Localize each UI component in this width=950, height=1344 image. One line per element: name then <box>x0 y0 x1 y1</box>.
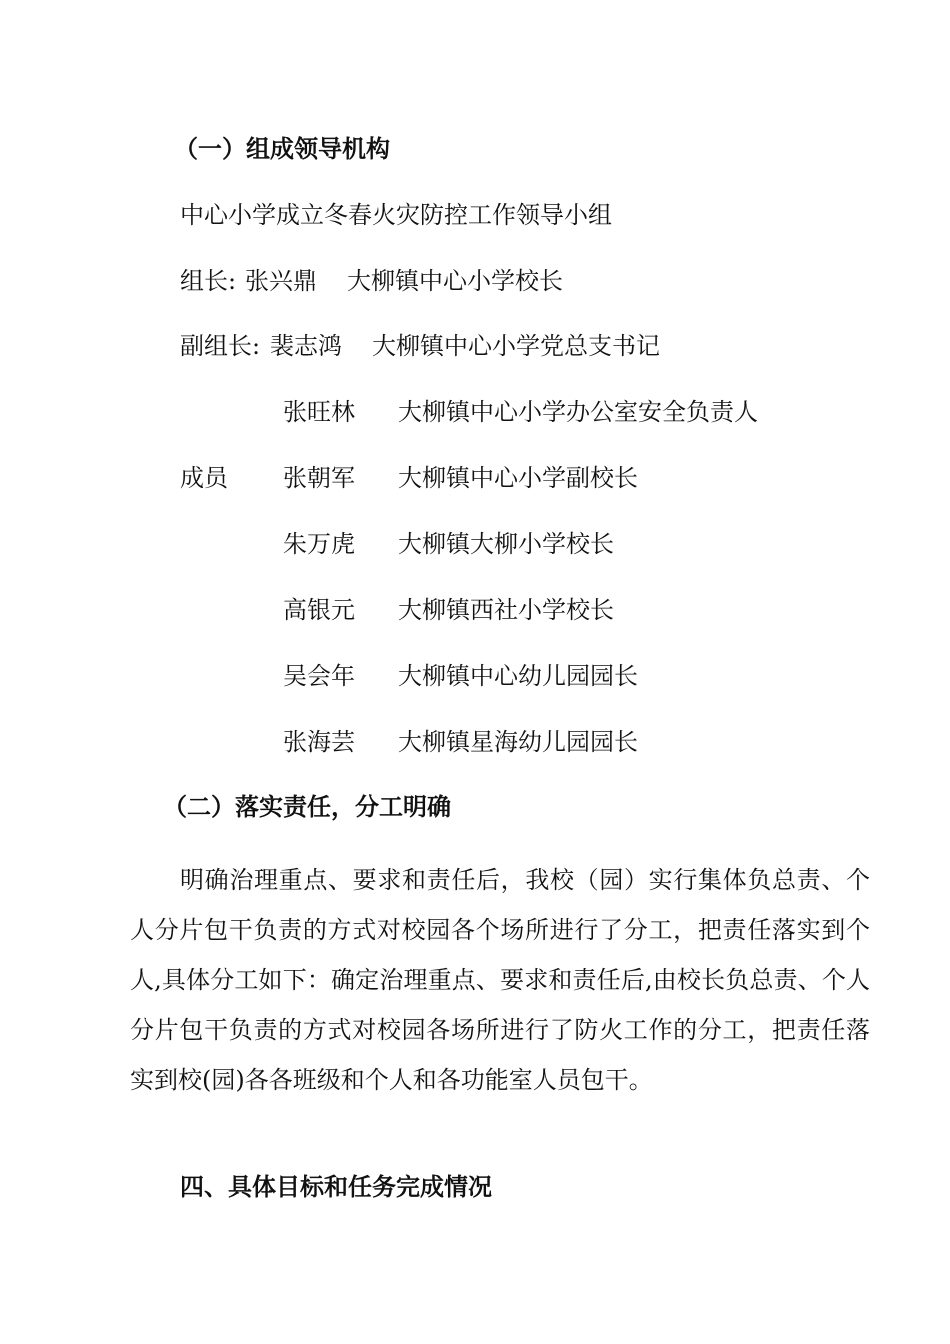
leader-role: 组长: <box>180 267 237 295</box>
section-heading-responsibility: （二）落实责任，分工明确 <box>163 793 451 821</box>
leader-name: 张兴鼎 <box>245 267 317 295</box>
deputy-title: 大柳镇中心小学党总支书记 <box>372 332 660 360</box>
member-title: 大柳镇星海幼儿园园长 <box>398 728 638 756</box>
leader-title: 大柳镇中心小学校长 <box>347 267 563 295</box>
member-name: 朱万虎 <box>283 530 355 558</box>
member-name: 张朝军 <box>283 464 355 492</box>
member-title: 大柳镇大柳小学校长 <box>398 530 614 558</box>
member-name: 高银元 <box>283 596 355 624</box>
section-heading-leadership: （一）组成领导机构 <box>174 135 390 163</box>
body-paragraph: 明确治理重点、要求和责任后，我校（园）实行集体负总责、个人分片包干负责的方式对校园各个场所进行了分工，把责任落实到个人,具体分工如下：确定治理重点、要求和责任后,由校长负总责、个人分片包干负责的方式对校园各场所进行了防火工作的分工，把责任落实到校(园)各各班级和个人和各功能室人员包干。 <box>130 866 870 1094</box>
member-name: 吴会年 <box>283 662 355 690</box>
section-heading-goals: 四、具体目标和任务完成情况 <box>180 1173 492 1201</box>
members-label: 成员 <box>180 464 228 492</box>
member-name: 张海芸 <box>283 728 355 756</box>
member-title: 大柳镇中心小学办公室安全负责人 <box>398 398 758 426</box>
member-title: 大柳镇中心幼儿园园长 <box>398 662 638 690</box>
member-name: 张旺林 <box>283 398 355 426</box>
deputy-name: 裴志鸿 <box>270 332 342 360</box>
member-title: 大柳镇中心小学副校长 <box>398 464 638 492</box>
deputy-role: 副组长: <box>180 332 261 360</box>
intro-text: 中心小学成立冬春火灾防控工作领导小组 <box>180 201 612 229</box>
member-title: 大柳镇西社小学校长 <box>398 596 614 624</box>
